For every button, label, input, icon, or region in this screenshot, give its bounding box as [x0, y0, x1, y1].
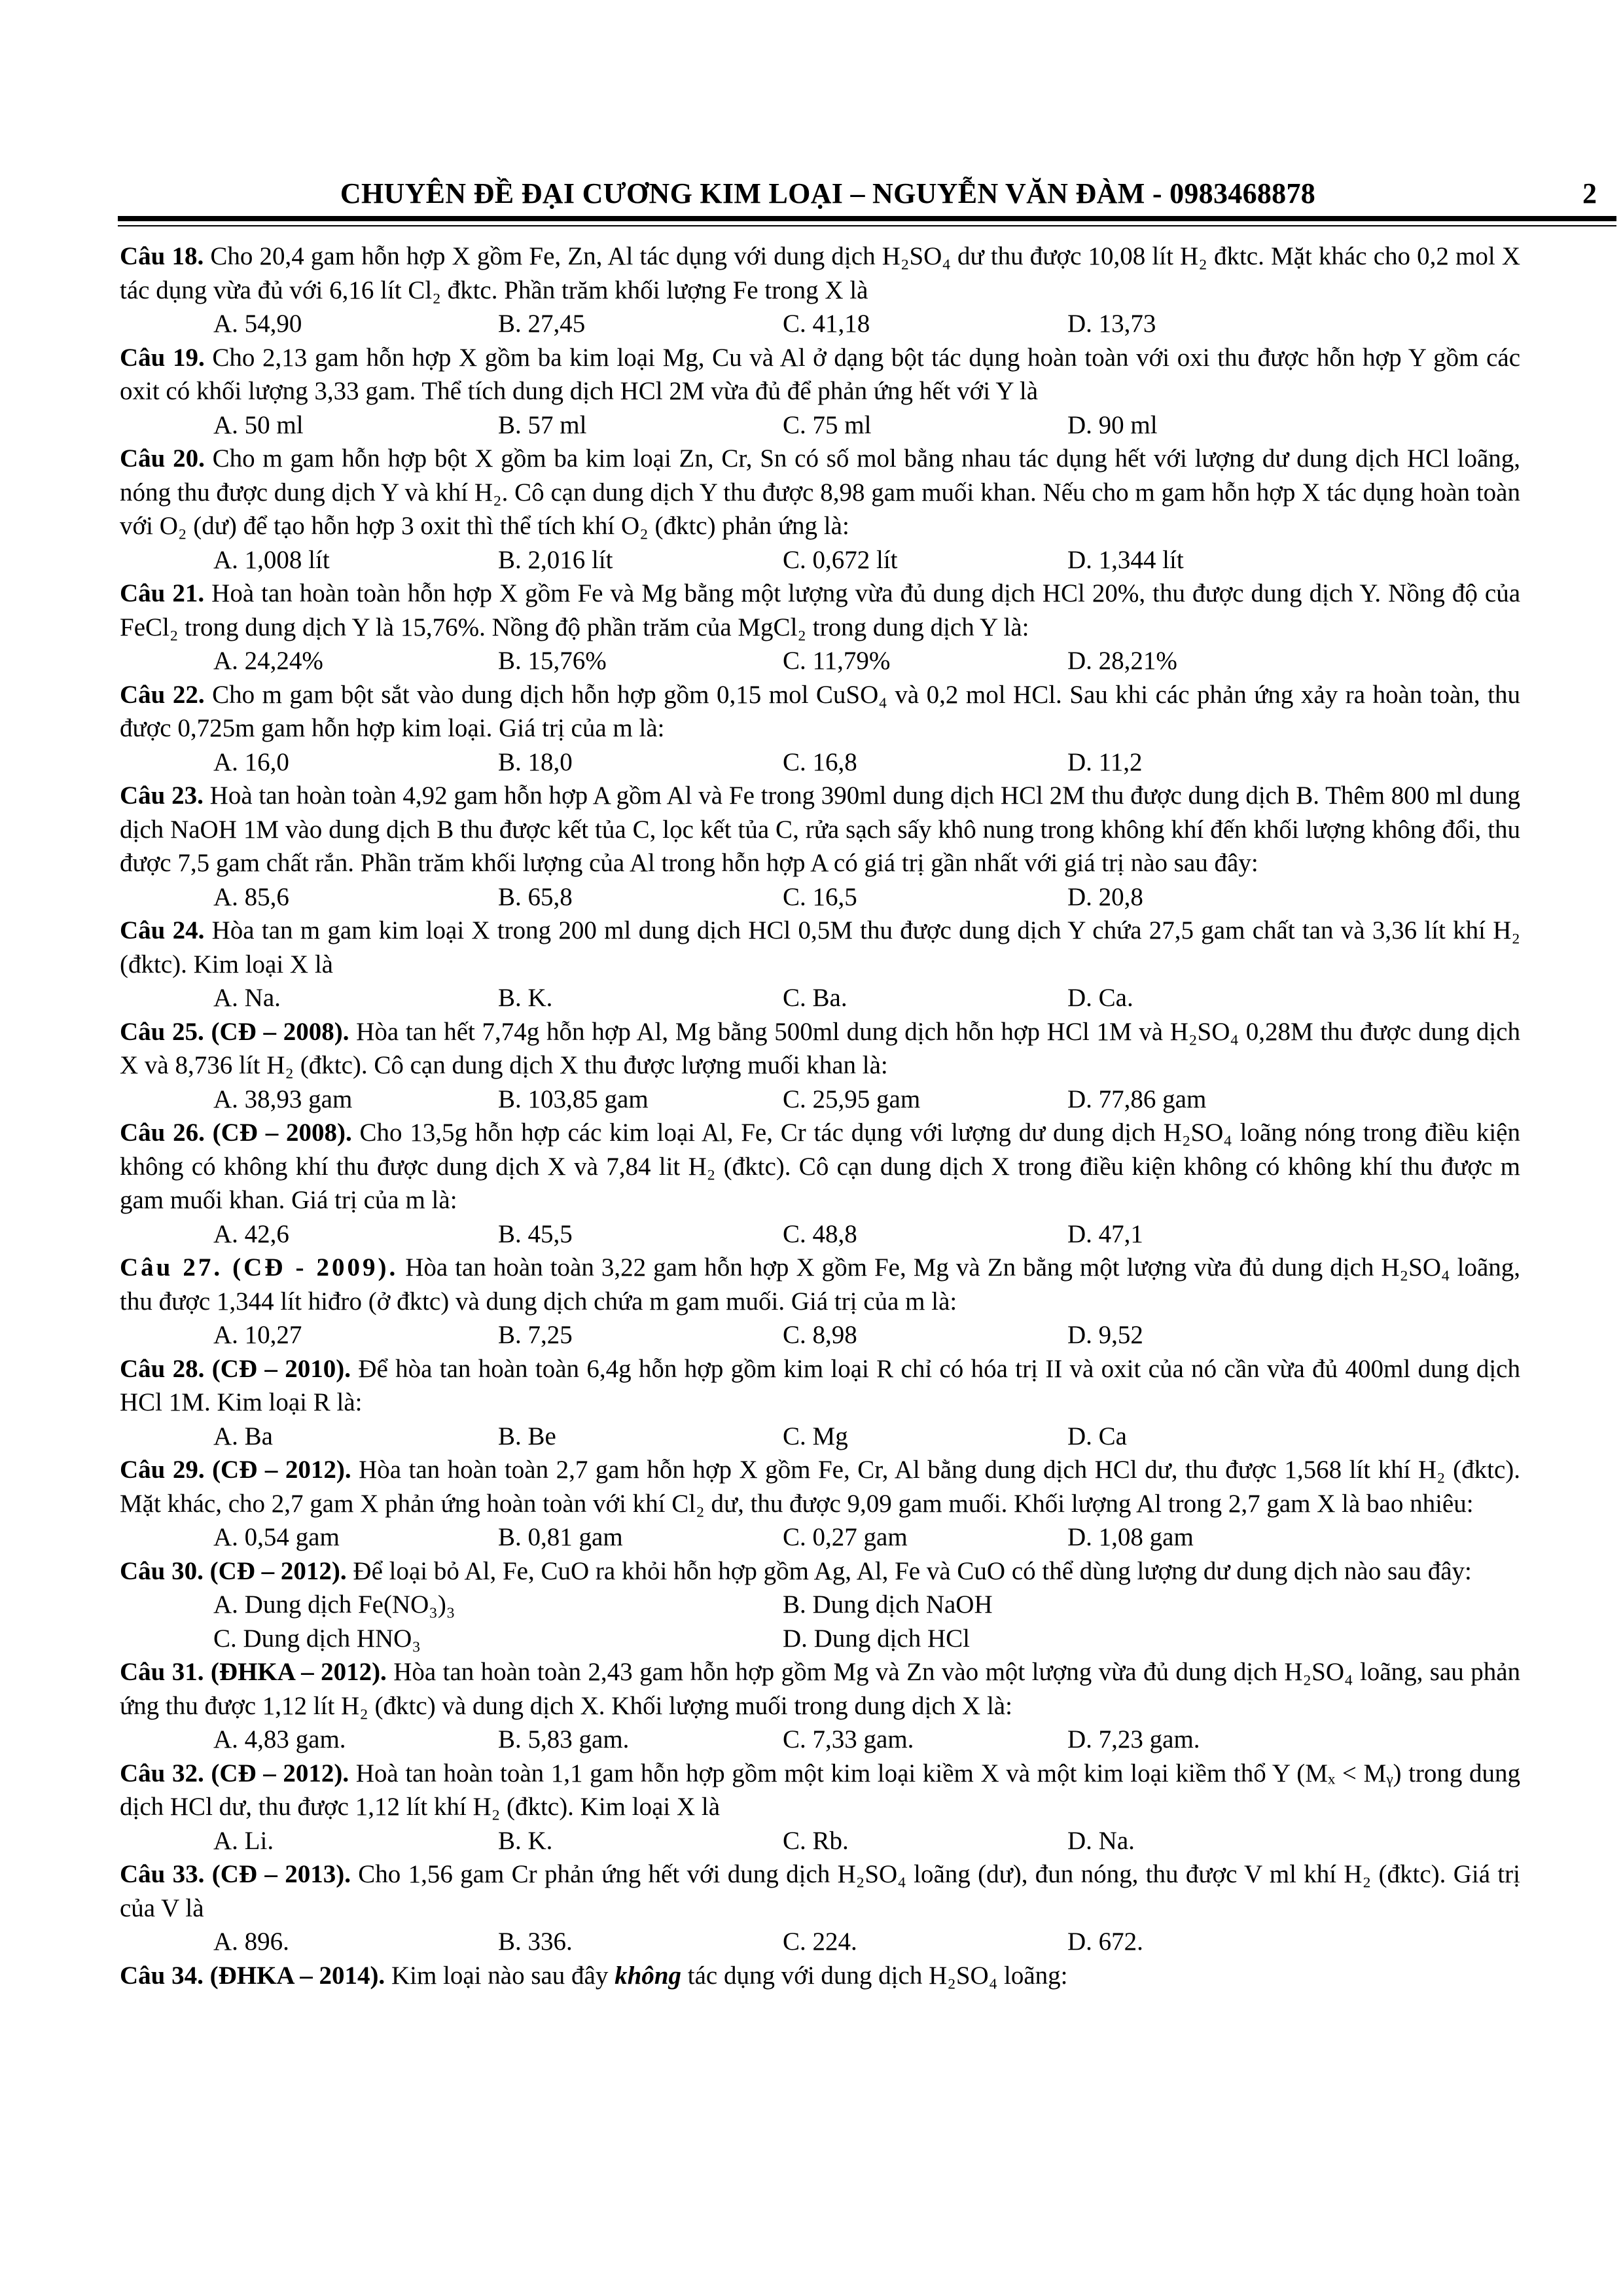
option-a: A. 10,27: [213, 1321, 302, 1349]
question-emphasis: không: [615, 1961, 682, 1990]
question-text: Kim loại nào sau đây: [391, 1961, 609, 1990]
question-label: Câu 21.: [120, 579, 205, 607]
answer-options: [120, 543, 1520, 577]
answer-options: [120, 1824, 1520, 1858]
question-label: Câu 34. (ĐHKA – 2014).: [120, 1961, 385, 1990]
option-b: B. 0,81 gam: [498, 1523, 623, 1551]
question-text: Để loại bỏ Al, Fe, CuO ra khỏi hỗn hợp gồm Ag, Al, Fe và CuO có thể dùng lượng dư dung dịch nào sau đây:: [353, 1556, 1472, 1585]
question-label: Câu 28. (CĐ – 2010).: [120, 1354, 351, 1383]
option-a: A. Na.: [213, 984, 281, 1012]
option-d: D. Dung dịch HCl: [783, 1624, 970, 1653]
option-b: B. 65,8: [498, 882, 573, 911]
header-rule-thick: [118, 216, 1616, 221]
option-b: B. 27,45: [498, 310, 586, 338]
question-text: Hoà tan hoàn toàn 4,92 gam hỗn hợp A gồm Al và Fe trong 390ml dung dịch HCl 2M thu được dung dịch B. Thêm 800 ml dung dịch NaOH 1M vào dung dịch B thu được kết tủa C, lọc kết tủa C, rửa sạch sấy khô nung trong không khí đến khối lượng không đổi, thu được 7,5 gam chất rắn. Phần trăm khối lượng của Al trong hỗn hợp A có giá trị gần nhất với giá trị nào sau đây:: [120, 781, 1521, 877]
question-text: Hòa tan hết 7,74g hỗn hợp Al, Mg bằng 500ml dung dịch hỗn hợp HCl 1M và H₂SO₄ 0,28M thu được dung dịch X và 8,736 lít H₂ (đktc). Cô cạn dung dịch X thu được lượng muối khan là:: [120, 1017, 1520, 1079]
option-a: A. Dung dịch Fe(NO₃)₃: [213, 1590, 455, 1619]
option-d: D. 1,08 gam: [1067, 1523, 1194, 1551]
option-c: C. 25,95 gam: [783, 1085, 921, 1113]
question-20: [120, 442, 1520, 577]
question-28: [120, 1352, 1520, 1454]
option-c: C. Rb.: [783, 1826, 849, 1855]
question-label: Câu 26. (CĐ – 2008).: [120, 1119, 352, 1147]
question-27: [120, 1251, 1520, 1352]
option-a: A. Ba: [213, 1422, 273, 1450]
option-c: C. 224.: [783, 1928, 857, 1956]
answer-options: [120, 880, 1520, 914]
question-label: Câu 32. (CĐ – 2012).: [120, 1759, 349, 1787]
question-text: Hòa tan m gam kim loại X trong 200 ml dung dịch HCl 0,5M thu được dung dịch Y chứa 27,5 gam chất tan và 3,36 lít khí H₂ (đktc). Kim loại X là: [120, 916, 1520, 978]
question-text: Cho 1,56 gam Cr phản ứng hết với dung dịch H₂SO₄ loãng (dư), đun nóng, thu được V ml khí H₂ (đktc). Giá trị của V là: [120, 1860, 1520, 1922]
answer-options: [120, 1083, 1520, 1117]
option-b: B. 7,25: [498, 1321, 573, 1349]
question-label: Câu 33. (CĐ – 2013).: [120, 1860, 351, 1888]
question-29: [120, 1453, 1520, 1554]
answer-options: [120, 1318, 1520, 1352]
option-c: C. 8,98: [783, 1321, 857, 1349]
question-label: Câu 31. (ĐHKA – 2012).: [120, 1658, 387, 1686]
option-c: C. 75 ml: [783, 410, 872, 439]
question-text: Hoà tan hoàn toàn 1,1 gam hỗn hợp gồm một kim loại kiềm X và một kim loại kiềm thổ Y (Mₓ < Mᵧ) trong dung dịch HCl dư, thu được 1,12 lít khí H₂ (đktc). Kim loại X là: [120, 1759, 1521, 1821]
option-a: A. 16,0: [213, 747, 289, 776]
option-d: D. 20,8: [1067, 882, 1143, 911]
option-d: D. 1,344 lít: [1067, 545, 1184, 574]
option-c: C. 0,27 gam: [783, 1523, 908, 1551]
answer-options: [120, 1420, 1520, 1454]
question-23: [120, 779, 1520, 914]
option-c: C. 16,8: [783, 747, 857, 776]
question-label: Câu 27. (CĐ - 2009).: [120, 1253, 399, 1282]
answer-options: [120, 1622, 1520, 1656]
option-c: C. 16,5: [783, 882, 857, 911]
option-a: A. 0,54 gam: [213, 1523, 340, 1551]
question-text-end: tác dụng với dung dịch H₂SO₄ loãng:: [687, 1961, 1068, 1990]
option-b: B. 15,76%: [498, 647, 607, 675]
question-34: [120, 1959, 1520, 1993]
question-30: [120, 1554, 1520, 1656]
option-d: D. 90 ml: [1067, 410, 1158, 439]
option-b: B. 45,5: [498, 1219, 573, 1248]
option-a: A. 38,93 gam: [213, 1085, 353, 1113]
question-text: Cho m gam bột sắt vào dung dịch hỗn hợp gồm 0,15 mol CuSO₄ và 0,2 mol HCl. Sau khi các phản ứng xảy ra hoàn toàn, thu được 0,725m gam hỗn hợp kim loại. Giá trị của m là:: [120, 680, 1521, 742]
option-d: D. 672.: [1067, 1928, 1143, 1956]
question-label: Câu 20.: [120, 444, 205, 473]
question-label: Câu 25. (CĐ – 2008).: [120, 1017, 349, 1046]
option-b: B. 2,016 lít: [498, 545, 613, 574]
header-title: CHUYÊN ĐỀ ĐẠI CƯƠNG KIM LOẠI – NGUYỄN VĂN ĐÀM - 0983468878: [340, 177, 1316, 209]
answer-options: [120, 307, 1520, 341]
option-d: D. 28,21%: [1067, 647, 1177, 675]
option-d: D. Na.: [1067, 1826, 1135, 1855]
question-list: [120, 240, 1520, 1992]
option-c: C. Mg: [783, 1422, 848, 1450]
answer-options: [120, 1723, 1520, 1757]
answer-options: [120, 1925, 1520, 1959]
question-31: [120, 1655, 1520, 1757]
question-text: Cho m gam hỗn hợp bột X gồm ba kim loại Zn, Cr, Sn có số mol bằng nhau tác dụng hết với lượng dư dung dịch HCl loãng, nóng thu được dung dịch Y và khí H₂. Cô cạn dung dịch Y thu được 8,98 gam muối khan. Nếu cho m gam hỗn hợp X tác dụng hoàn toàn với O₂ (dư) để tạo hỗn hợp 3 oxit thì thể tích khí O₂ (đktc) phản ứng là:: [120, 444, 1521, 540]
question-label: Câu 23.: [120, 781, 204, 810]
question-32: [120, 1757, 1520, 1858]
option-a: A. 54,90: [213, 310, 302, 338]
option-c: C. 41,18: [783, 310, 870, 338]
option-b: B. 57 ml: [498, 410, 587, 439]
question-label: Câu 18.: [120, 242, 204, 270]
question-21: [120, 577, 1520, 678]
question-18: [120, 240, 1520, 341]
option-c: C. 0,672 lít: [783, 545, 898, 574]
question-text: Cho 13,5g hỗn hợp các kim loại Al, Fe, Cr tác dụng với lượng dư dung dịch H₂SO₄ loãng nóng trong điều kiện không có không khí thu được dung dịch X và 7,84 lit H₂ (đktc). Cô cạn dung dịch X trong điều kiện không có không khí thu được m gam muối khan. Giá trị của m là:: [120, 1119, 1520, 1214]
option-a: A. Li.: [213, 1826, 274, 1855]
option-d: D. 9,52: [1067, 1321, 1143, 1349]
option-c: C. Ba.: [783, 984, 847, 1012]
page-number: 2: [1582, 177, 1597, 209]
question-24: [120, 914, 1520, 1015]
option-d: D. 7,23 gam.: [1067, 1725, 1200, 1753]
question-22: [120, 678, 1520, 780]
option-b: B. 18,0: [498, 747, 573, 776]
option-b: B. 5,83 gam.: [498, 1725, 630, 1753]
option-b: B. K.: [498, 984, 553, 1012]
question-text: Cho 20,4 gam hỗn hợp X gồm Fe, Zn, Al tác dụng với dung dịch H₂SO₄ dư thu được 10,08 lít H₂ đktc. Mặt khác cho 0,2 mol X tác dụng vừa đủ với 6,16 lít Cl₂ đktc. Phần trăm khối lượng Fe trong X là: [120, 242, 1520, 304]
option-b: B. Be: [498, 1422, 556, 1450]
option-a: A. 896.: [213, 1928, 289, 1956]
question-text: Cho 2,13 gam hỗn hợp X gồm ba kim loại Mg, Cu và Al ở dạng bột tác dụng hoàn toàn với oxi thu được hỗn hợp Y gồm các oxit có khối lượng 3,33 gam. Thể tích dung dịch HCl 2M vừa đủ để phản ứng hết với Y là: [120, 343, 1520, 405]
option-d: D. Ca.: [1067, 984, 1133, 1012]
option-d: D. Ca: [1067, 1422, 1127, 1450]
option-a: A. 24,24%: [213, 647, 323, 675]
header-rule-thin: [118, 225, 1616, 226]
option-d: D. 11,2: [1067, 747, 1143, 776]
answer-options: [120, 981, 1520, 1015]
question-19: [120, 341, 1520, 442]
question-label: Câu 24.: [120, 916, 205, 944]
question-text: Hòa tan hoàn toàn 2,43 gam hỗn hợp gồm Mg và Zn vào một lượng vừa đủ dung dịch H₂SO₄ loãng, sau phản ứng thu được 1,12 lít H₂ (đktc) và dung dịch X. Khối lượng muối trong dung dịch X là:: [120, 1658, 1521, 1720]
option-d: D. 13,73: [1067, 310, 1156, 338]
option-a: A. 1,008 lít: [213, 545, 330, 574]
answer-options: [120, 1588, 1520, 1622]
option-a: A. 85,6: [213, 882, 289, 911]
answer-options: [120, 745, 1520, 780]
question-text: Hoà tan hoàn toàn hỗn hợp X gồm Fe và Mg bằng một lượng vừa đủ dung dịch HCl 20%, thu được dung dịch Y. Nồng độ của FeCl₂ trong dung dịch Y là 15,76%. Nồng độ phần trăm của MgCl₂ trong dung dịch Y là:: [120, 579, 1521, 641]
answer-options: [120, 1520, 1520, 1554]
option-b: B. K.: [498, 1826, 553, 1855]
answer-options: [120, 1217, 1520, 1251]
option-d: D. 47,1: [1067, 1219, 1143, 1248]
question-25: [120, 1015, 1520, 1117]
question-text: Để hòa tan hoàn toàn 6,4g hỗn hợp gồm kim loại R chỉ có hóa trị II và oxit của nó cần vừa đủ 400ml dung dịch HCl 1M. Kim loại R là:: [120, 1354, 1520, 1416]
option-d: D. 77,86 gam: [1067, 1085, 1207, 1113]
option-a: A. 50 ml: [213, 410, 304, 439]
option-c: C. Dung dịch HNO₃: [213, 1624, 421, 1653]
option-c: C. 48,8: [783, 1219, 857, 1248]
question-text: Hòa tan hoàn toàn 2,7 gam hỗn hợp X gồm Fe, Cr, Al bằng dung dịch HCl dư, thu được 1,568 lít khí H₂ (đktc). Mặt khác, cho 2,7 gam X phản ứng hoàn toàn với khí Cl₂ dư, thu được 9,09 gam muối. Khối lượng Al trong 2,7 gam X là bao nhiêu:: [120, 1456, 1520, 1518]
option-c: C. 11,79%: [783, 647, 891, 675]
question-text: Hòa tan hoàn toàn 3,22 gam hỗn hợp X gồm Fe, Mg và Zn bằng một lượng vừa đủ dung dịch H₂SO₄ loãng, thu được 1,344 lít hiđro (ở đktc) và dung dịch chứa m gam muối. Giá trị của m là:: [120, 1253, 1520, 1316]
answer-options: [120, 408, 1520, 442]
question-33: [120, 1857, 1520, 1959]
option-c: C. 7,33 gam.: [783, 1725, 914, 1753]
option-b: B. 336.: [498, 1928, 573, 1956]
option-a: A. 4,83 gam.: [213, 1725, 346, 1753]
question-label: Câu 29. (CĐ – 2012).: [120, 1456, 351, 1484]
question-label: Câu 19.: [120, 343, 205, 372]
answer-options: [120, 644, 1520, 678]
option-b: B. Dung dịch NaOH: [783, 1590, 993, 1619]
option-b: B. 103,85 gam: [498, 1085, 649, 1113]
question-26: [120, 1116, 1520, 1251]
option-a: A. 42,6: [213, 1219, 289, 1248]
question-label: Câu 30. (CĐ – 2012).: [120, 1556, 347, 1585]
question-label: Câu 22.: [120, 680, 205, 709]
